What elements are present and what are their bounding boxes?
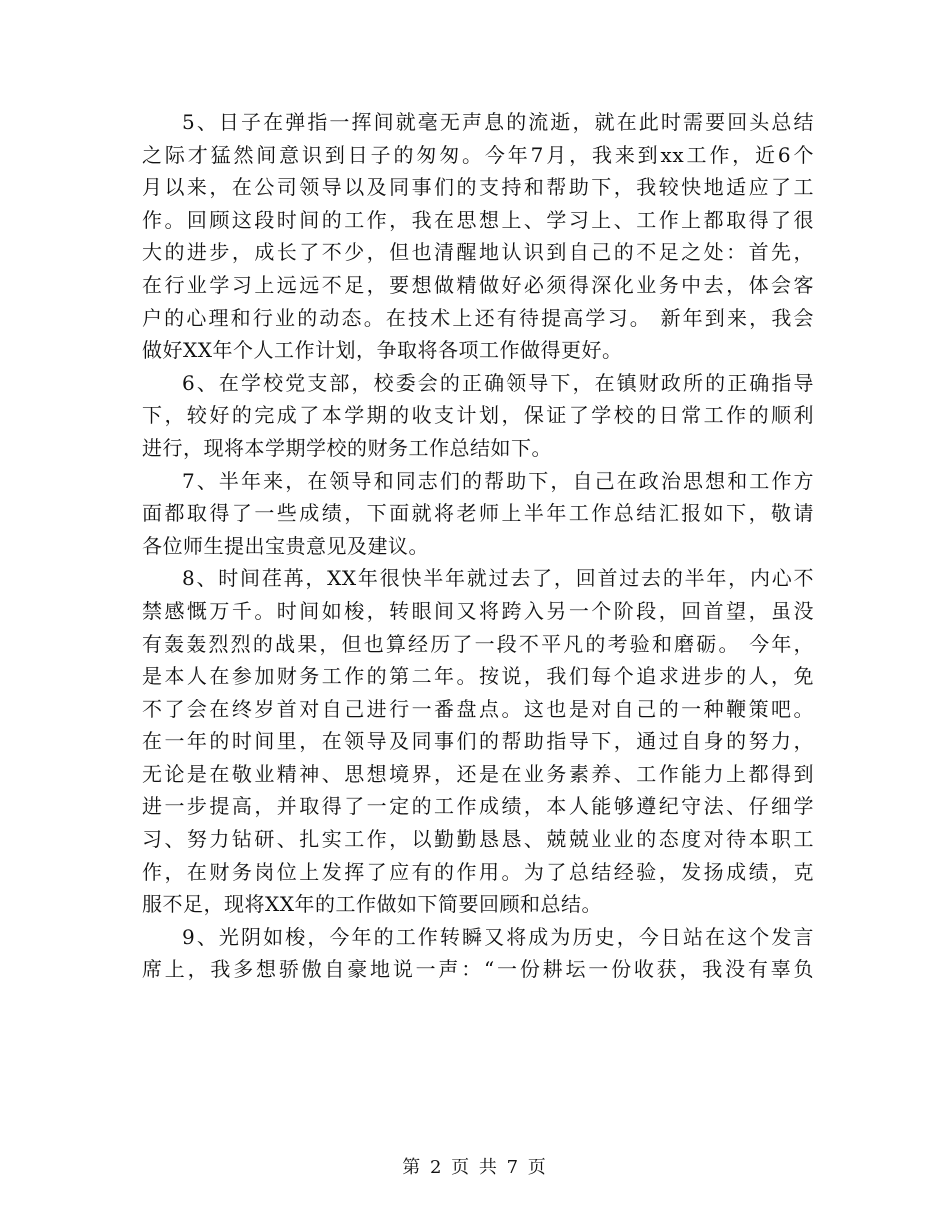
page-number-label: 第 2 页 共 7 页 xyxy=(402,1157,548,1178)
paragraph-line: 在一年的时间里，在领导及同事们的帮助指导下，通过自身的努力， xyxy=(142,729,814,754)
paragraph-line: 各位师生提出宝贵意见及建议。 xyxy=(142,533,429,558)
paragraph-line: 月以来，在公司领导以及同事们的支持和帮助下，我较快地适应了工 xyxy=(142,175,814,200)
document-body xyxy=(142,106,814,986)
paragraph-line: 大的进步，成长了不少，但也清醒地认识到自己的不足之处：首先， xyxy=(142,240,814,265)
paragraph xyxy=(142,921,814,986)
paragraph-line: 席上，我多想骄傲自豪地说一声：“一份耕坛一份收获，我没有辜负 xyxy=(142,957,814,982)
paragraph xyxy=(142,562,814,921)
paragraph-line: 之际才猛然间意识到日子的匆匆。今年7月，我来到xx工作，近6个 xyxy=(142,142,814,167)
paragraph-line: 作。回顾这段时间的工作，我在思想上、学习上、工作上都取得了很 xyxy=(142,207,814,232)
paragraph-line: 8、时间荏苒，XX年很快半年就过去了，回首过去的半年，内心不 xyxy=(182,566,814,591)
paragraph-line: 面都取得了一些成绩，下面就将老师上半年工作总结汇报如下，敬请 xyxy=(142,501,814,526)
paragraph-line: 习、努力钻研、扎实工作，以勤勤恳恳、兢兢业业的态度对待本职工 xyxy=(142,827,814,852)
paragraph-line: 6、在学校党支部，校委会的正确领导下，在镇财政所的正确指导 xyxy=(182,370,814,395)
paragraph-line: 5、日子在弹指一挥间就毫无声息的流逝，就在此时需要回头总结 xyxy=(182,110,814,134)
paragraph-line: 作，在财务岗位上发挥了应有的作用。为了总结经验，发扬成绩，克 xyxy=(142,859,814,884)
paragraph-line: 服不足，现将XX年的工作做如下简要回顾和总结。 xyxy=(142,892,602,917)
paragraph-line: 在行业学习上远远不足，要想做精做好必须得深化业务中去，体会客 xyxy=(142,272,814,297)
paragraph-line: 有轰轰烈烈的战果，但也算经历了一段不平凡的考验和磨砺。 今年， xyxy=(142,631,814,656)
paragraph-line: 做好XX年个人工作计划，争取将各项工作做得更好。 xyxy=(142,338,623,363)
paragraph-line: 是本人在参加财务工作的第二年。按说，我们每个追求进步的人，免 xyxy=(142,664,814,689)
paragraph-line: 下，较好的完成了本学期的收支计划，保证了学校的日常工作的顺利 xyxy=(142,403,814,428)
paragraph-line: 户的心理和行业的动态。在技术上还有待提高学习。 新年到来，我会 xyxy=(142,305,814,330)
paragraph-line: 无论是在敬业精神、思想境界，还是在业务素养、工作能力上都得到 xyxy=(142,761,814,786)
paragraph-line: 不了会在终岁首对自己进行一番盘点。这也是对自己的一种鞭策吧。 xyxy=(142,696,814,721)
paragraph xyxy=(142,465,814,563)
paragraph-line: 9、光阴如梭，今年的工作转瞬又将成为历史，今日站在这个发言 xyxy=(182,924,814,949)
paragraph xyxy=(142,367,814,465)
paragraph-line: 禁感慨万千。时间如梭，转眼间又将跨入另一个阶段，回首望，虽没 xyxy=(142,598,814,623)
paragraph xyxy=(142,106,814,367)
paragraph-line: 进行，现将本学期学校的财务工作总结如下。 xyxy=(142,435,552,460)
paragraph-line: 7、半年来，在领导和同志们的帮助下，自己在政治思想和工作方 xyxy=(182,468,814,493)
page-footer xyxy=(0,1153,950,1179)
paragraph-line: 进一步提高，并取得了一定的工作成绩，本人能够遵纪守法、仔细学 xyxy=(142,794,814,819)
